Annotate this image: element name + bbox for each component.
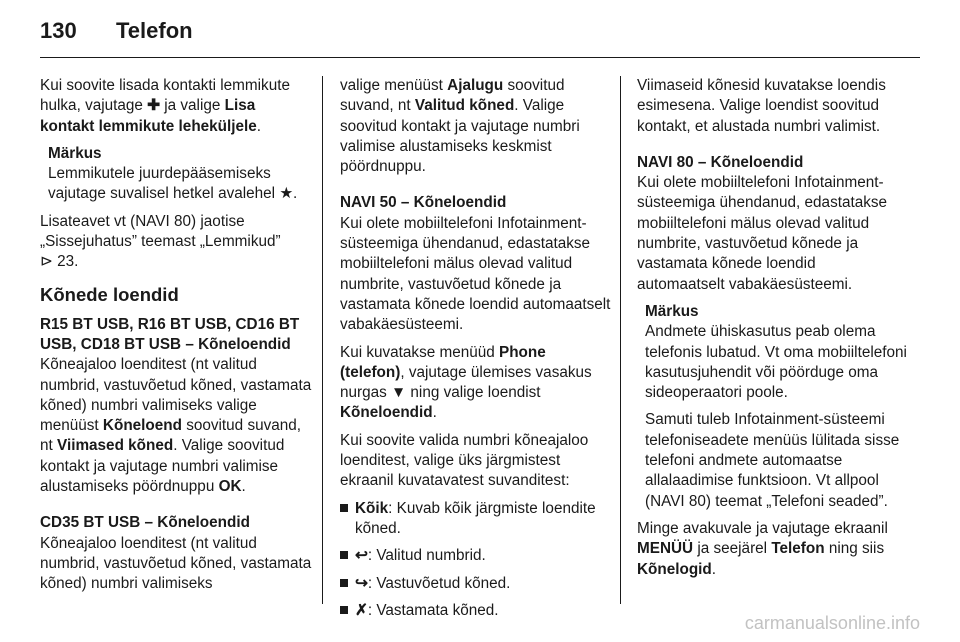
subheading-cd35: CD35 BT USB – Kõneloendid [40,514,250,532]
column-2 [340,76,612,621]
dialed-call-icon: ↩ [355,547,368,565]
note-title: Märkus [645,302,699,320]
received-call-icon: ↪ [355,574,368,592]
note-data-sharing: Märkus Andmete ühiskasutus peab olema telefonis lubatud. Vt oma mobiiltelefoni kasutusjuhendit või pöörduge oma sideoperaatori poole. Samuti tuleb Infotainment-süsteemi telefoniseadete menüüs lülitada sisse telefoni andmete automaatse allalaadimise funktsioon. Vt allpool (NAVI 80) teemat „Telefoni seaded”. [645,302,907,510]
star-icon: ★ [279,185,294,203]
paragraph-add-favorite: Kui soovite lisada kontakti lemmikute hulka, vajutage ✚ ja valige Lisa kontakt lemmikute leheküljele. [40,77,290,135]
column-3 [637,76,907,580]
subheading-navi50: NAVI 50 – Kõneloendid [340,194,507,212]
paragraph-call-lists: Kõneajaloo loenditest (nt valitud numbrid, vastuvõetud kõned, vastamata kõned) numbri valimiseks valige menüüst Kõneloend soovitud suvand, nt Viimased kõned. Valige soovitud kontakt ja vajutage numbri valimise alustamiseks pöördnuppu OK. [40,356,312,496]
list-item: ✗: Vastamata kõned. [340,601,612,621]
subheading-navi80: NAVI 80 – Kõneloendid [637,153,804,171]
paragraph-cd35: Kõneajaloo loenditest (nt valitud numbrid, vastuvõetud kõned, vastamata kõned) numbri valimiseks [40,534,312,593]
page-number: 130 [40,18,77,43]
paragraph-navi50: Kui olete mobiiltelefoni Infotainment-süsteemiga ühendanud, edastatakse mobiiltelefoni mälus olevad valitud numbrite, vastuvõetud kõnede ja vastamata kõnede loendid automaatselt vabakäesüsteemi. [340,214,611,334]
column-divider-2 [620,76,621,604]
paragraph-choose-option: Kui soovite valida numbri kõneajaloo loenditest, valige üks järgmistest ekraanil kuvatavatest suvanditest: [340,431,589,490]
reference-arrow-icon: ⊳ [40,253,53,271]
paragraph-navi80: Kui olete mobiiltelefoni Infotainment-süsteemiga ühendanud, edastatakse mobiiltelefoni mälus olevad valitud numbrite, vastuvõetud kõnede ja vastamata kõnede loendid automaatselt vabakäesüsteemi. [637,174,888,293]
missed-call-icon: ✗ [355,601,368,619]
section-heading: Kõnede loendid [40,283,179,305]
list-item: ↪: Vastuvõetud kõned. [340,574,612,594]
note-title: Märkus [48,144,102,162]
page-title: Telefon [116,18,193,43]
column-divider-1 [322,76,323,604]
down-arrow-icon: ▼ [391,384,407,402]
list-item: ↩: Valitud numbrid. [340,546,612,566]
subheading-r15: R15 BT USB, R16 BT USB, CD16 BT USB, CD18 BT USB – Kõneloendid [40,315,300,353]
paragraph-more-info: Lisateavet vt (NAVI 80) jaotise „Sissejuhatus” teemast „Lemmikud” ⊳ 23. [40,212,281,271]
paragraph-phone-menu: Kui kuvatakse menüüd Phone (telefon), vajutage ülemises vasakus nurgas ▼ ning valige loendist Kõneloendid. [340,343,592,422]
column-1 [40,76,312,595]
header-rule [40,57,920,58]
plus-icon: ✚ [147,97,160,115]
watermark: carmanualsonline.info [744,613,920,633]
paragraph-menu-path: Minge avakuvale ja vajutage ekraanil MENÜÜ ja seejärel Telefon ning siis Kõnelogid. [637,519,888,578]
list-item: Kõik: Kuvab kõik järgmiste loendite kõned. [340,499,612,540]
paragraph-history: valige menüüst Ajalugu soovitud suvand, nt Valitud kõned. Valige soovitud kontakt ja vajutage numbri valimise alustamiseks keskmist pöördnuppu. [340,77,580,176]
note-favorites: Märkus Lemmikutele juurdepääsemiseks vajutage suvalisel hetkel avalehel ★. [48,144,312,205]
paragraph-recent-calls: Viimaseid kõnesid kuvatakse loendis esimesena. Valige loendist soovitud kontakt, et alustada numbri valimist. [637,77,886,135]
